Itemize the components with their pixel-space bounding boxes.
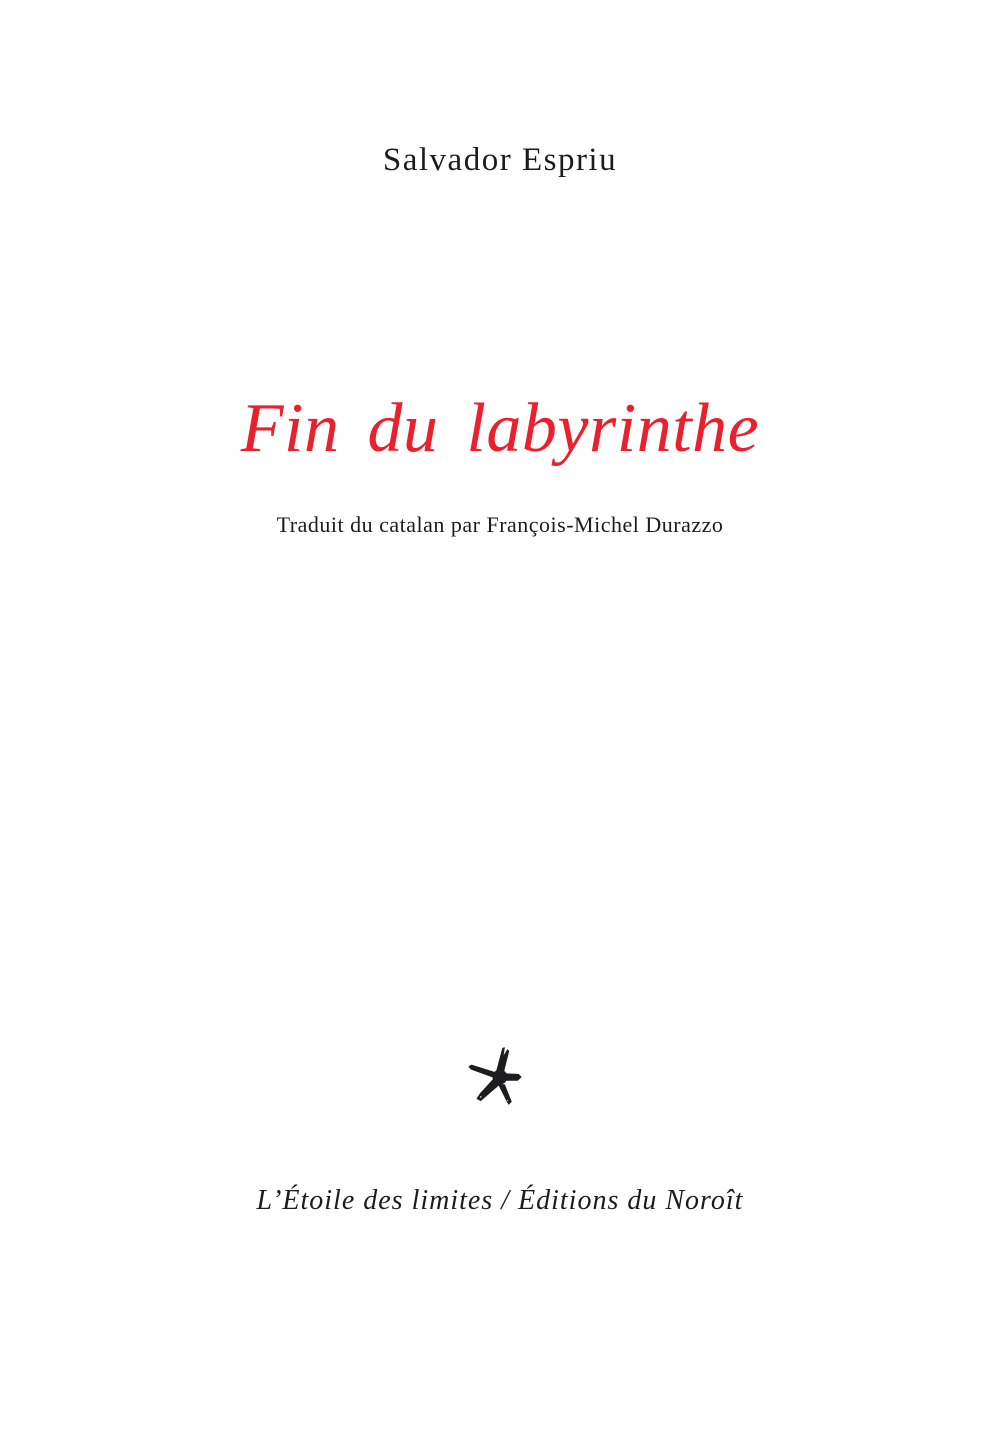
translation-credit: Traduit du catalan par François-Michel Durazzo	[276, 512, 724, 537]
star-shape	[468, 1047, 521, 1105]
author-name: Salvador Espriu	[382, 142, 618, 178]
book-title: Fin du labyrinthe	[240, 390, 760, 467]
publisher-brush-star-icon	[464, 1040, 526, 1114]
publisher-imprint: L’Étoile des limites / Éditions du Noroît	[256, 1185, 744, 1216]
